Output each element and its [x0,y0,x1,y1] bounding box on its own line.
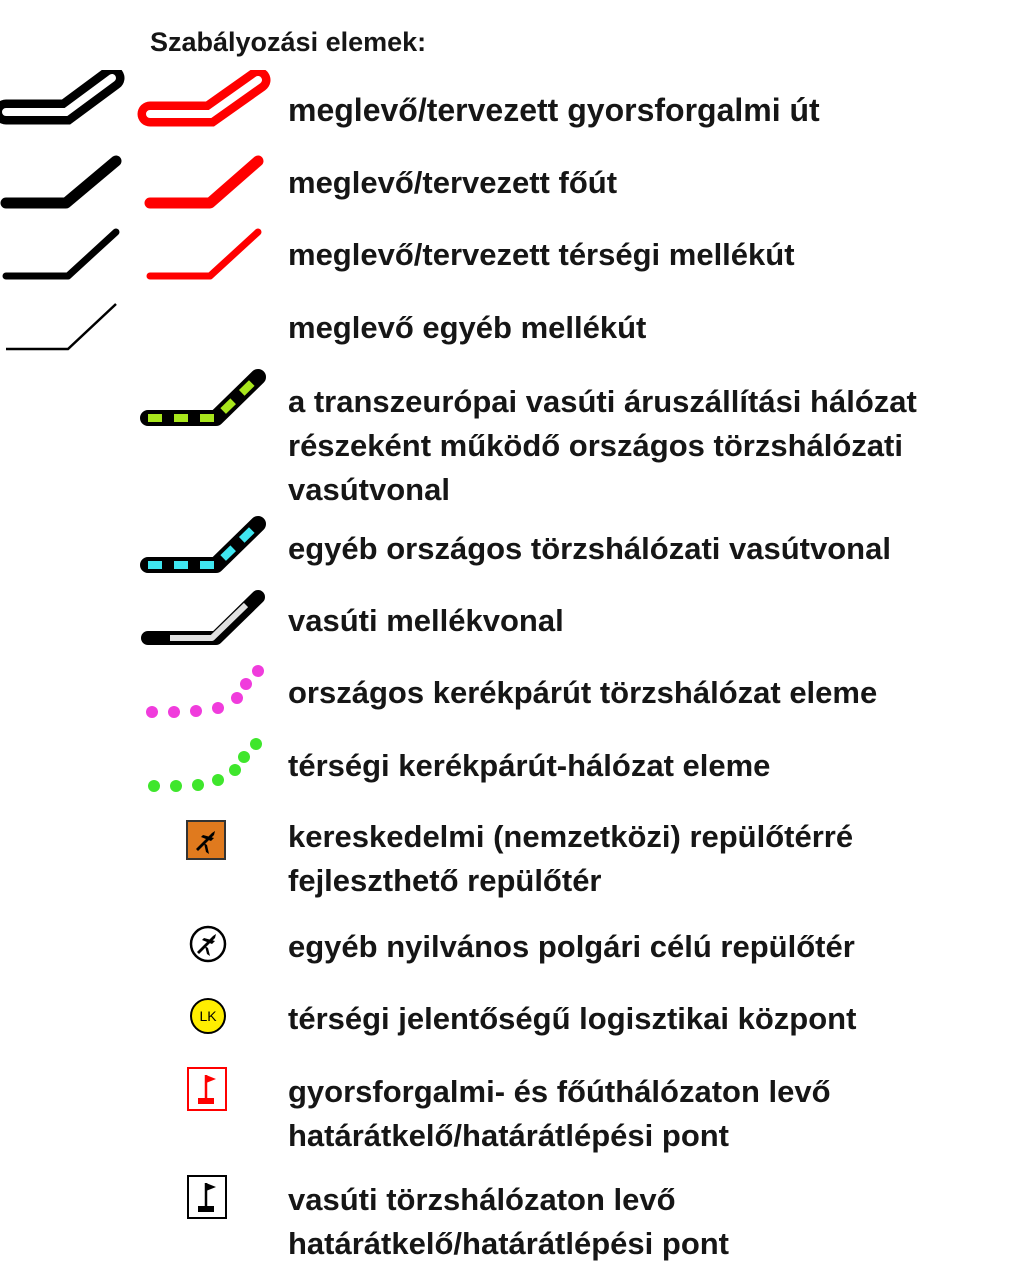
airplane-circle-icon [186,922,230,966]
legend-item-border-rail-line-2: határátkelő/határátlépési pont [288,1226,730,1261]
main-road-symbol-icon [0,145,280,225]
flag-black-icon [186,1174,230,1222]
legend-item-main-road: meglevő/tervezett főút [288,165,618,200]
legend-item-rail-tent-line-2: részeként működő országos törzshálózati [288,428,903,463]
legend-item-motorway: meglevő/tervezett gyorsforgalmi út [288,92,820,128]
legend-item-bike-national: országos kerékpárút törzshálózat eleme [288,675,878,710]
bike-regional-symbol-icon [140,730,270,800]
legend-item-rail-national: egyéb országos törzshálózati vasútvonal [288,531,891,566]
lk-circle-icon [186,994,230,1038]
lk-symbol-text: LK [199,1008,217,1024]
legend-item-airport-commercial-line-1: kereskedelmi (nemzetközi) repülőtérré [288,819,854,854]
motorway-symbol-icon [0,70,280,150]
legend-item-logistics: térségi jelentőségű logisztikai központ [288,1001,857,1036]
legend-item-airport-commercial-line-2: fejleszthető repülőtér [288,863,602,898]
legend-item-border-road-line-2: határátkelő/határátlépési pont [288,1118,730,1153]
legend-item-rail-tent-line-1: a transzeurópai vasúti áruszállítási hálózat [288,384,917,419]
legend-item-rail-branch: vasúti mellékvonal [288,603,564,638]
rail-branch-symbol-icon [140,585,270,655]
legend-item-border-road-line-1: gyorsforgalmi- és főúthálózaton levő [288,1074,831,1109]
legend-title: Szabályozási elemek: [150,27,427,57]
legend-item-bike-regional: térségi kerékpárút-hálózat eleme [288,748,771,783]
other-road-symbol-icon [0,298,140,358]
legend-item-rail-tent-line-3: vasútvonal [288,472,450,507]
legend-item-airport-civil: egyéb nyilvános polgári célú repülőtér [288,929,855,964]
rail-national-symbol-icon [140,510,270,580]
legend-item-border-rail-line-1: vasúti törzshálózaton levő [288,1182,676,1217]
rail-tent-symbol-icon [140,365,270,435]
legend-item-regional-road: meglevő/tervezett térségi mellékút [288,237,795,272]
airplane-orange-square-icon [184,818,228,862]
flag-red-icon [186,1066,230,1114]
regional-road-symbol-icon [0,222,280,292]
legend-item-other-road: meglevő egyéb mellékút [288,310,647,345]
bike-national-symbol-icon [140,655,270,725]
